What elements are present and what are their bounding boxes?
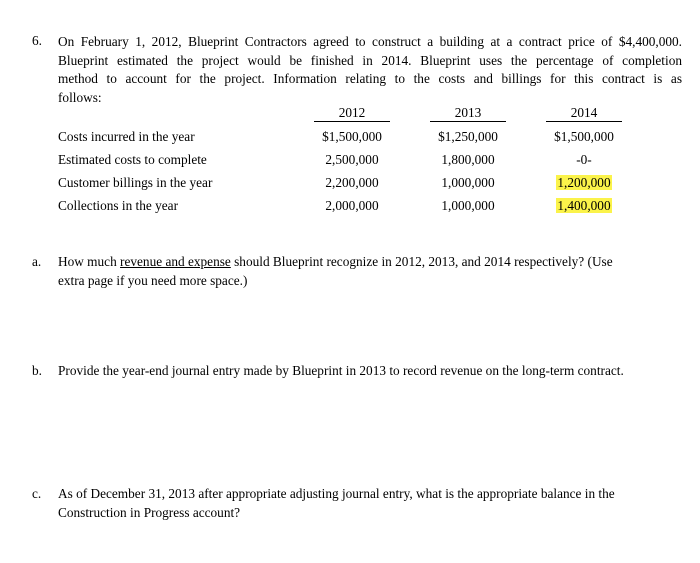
cell-collections-2012: 2,000,000 xyxy=(325,198,379,213)
cell-costs-2014: $1,500,000 xyxy=(554,129,614,144)
question-text xyxy=(58,33,682,107)
row-label-collections: Collections in the year xyxy=(58,198,179,213)
row-label-costs-incurred: Costs incurred in the year xyxy=(58,129,195,144)
part-b-text: Provide the year-end journal entry made by Blueprint in 2013 to record revenue on the long-term contract. xyxy=(58,363,624,378)
part-c-text xyxy=(58,485,682,522)
cell-costs-2012: $1,500,000 xyxy=(322,129,382,144)
row-label-customer-billings: Customer billings in the year xyxy=(58,175,213,190)
year-header-2014: 2014 xyxy=(546,104,622,122)
part-a-letter: a. xyxy=(32,254,42,269)
part-a xyxy=(32,253,682,293)
cell-costs-2013: $1,250,000 xyxy=(438,129,498,144)
cell-billings-2012: 2,200,000 xyxy=(325,175,379,190)
question-line-4: follows: xyxy=(58,89,102,105)
row-label-estimated-costs: Estimated costs to complete xyxy=(58,152,207,167)
part-c-letter: c. xyxy=(32,486,42,501)
year-header-2012: 2012 xyxy=(314,104,390,122)
cell-billings-2014: 1,200,000 xyxy=(557,175,611,190)
question-number: 6. xyxy=(32,33,42,48)
part-a-line-1 xyxy=(58,253,682,272)
part-c-line-1: As of December 31, 2013 after appropriate adjusting journal entry, what is the appropriate balance in the xyxy=(58,486,615,501)
part-b xyxy=(32,362,682,382)
question-line-1: On February 1, 2012, Blueprint Contractors agreed to construct a building at a contract price of $4,400,000. xyxy=(58,34,682,49)
cell-collections-2014: 1,400,000 xyxy=(557,198,611,213)
cell-estimated-2013: 1,800,000 xyxy=(441,152,495,167)
question-line-2: Blueprint estimated the project would be finished in 2014. Blueprint uses the percentage of completion xyxy=(58,52,682,68)
part-a-line-1-post: should Blueprint recognize in 2012, 2013, and 2014 respectively? (Use xyxy=(230,254,613,269)
cost-billing-table xyxy=(58,104,698,224)
cell-estimated-2014: -0- xyxy=(576,152,592,167)
cell-billings-2014-wrap xyxy=(539,174,629,191)
part-a-underlined: revenue and expense xyxy=(120,254,231,269)
part-a-line-2: extra page if you need more space.) xyxy=(58,272,248,288)
part-c-line-2: Construction in Progress account? xyxy=(58,504,241,520)
question-line-3: method to account for the project. Information relating to the costs and billings for this contract is as xyxy=(58,71,682,86)
cell-collections-2013: 1,000,000 xyxy=(441,198,495,213)
part-c xyxy=(32,485,682,525)
cell-billings-2013: 1,000,000 xyxy=(441,175,495,190)
cell-collections-2014-wrap xyxy=(539,197,629,214)
year-header-2013: 2013 xyxy=(430,104,506,122)
part-b-letter: b. xyxy=(32,363,42,378)
cell-estimated-2012: 2,500,000 xyxy=(325,152,379,167)
part-a-line-1-pre: How much xyxy=(58,254,121,269)
part-a-text xyxy=(58,253,682,290)
